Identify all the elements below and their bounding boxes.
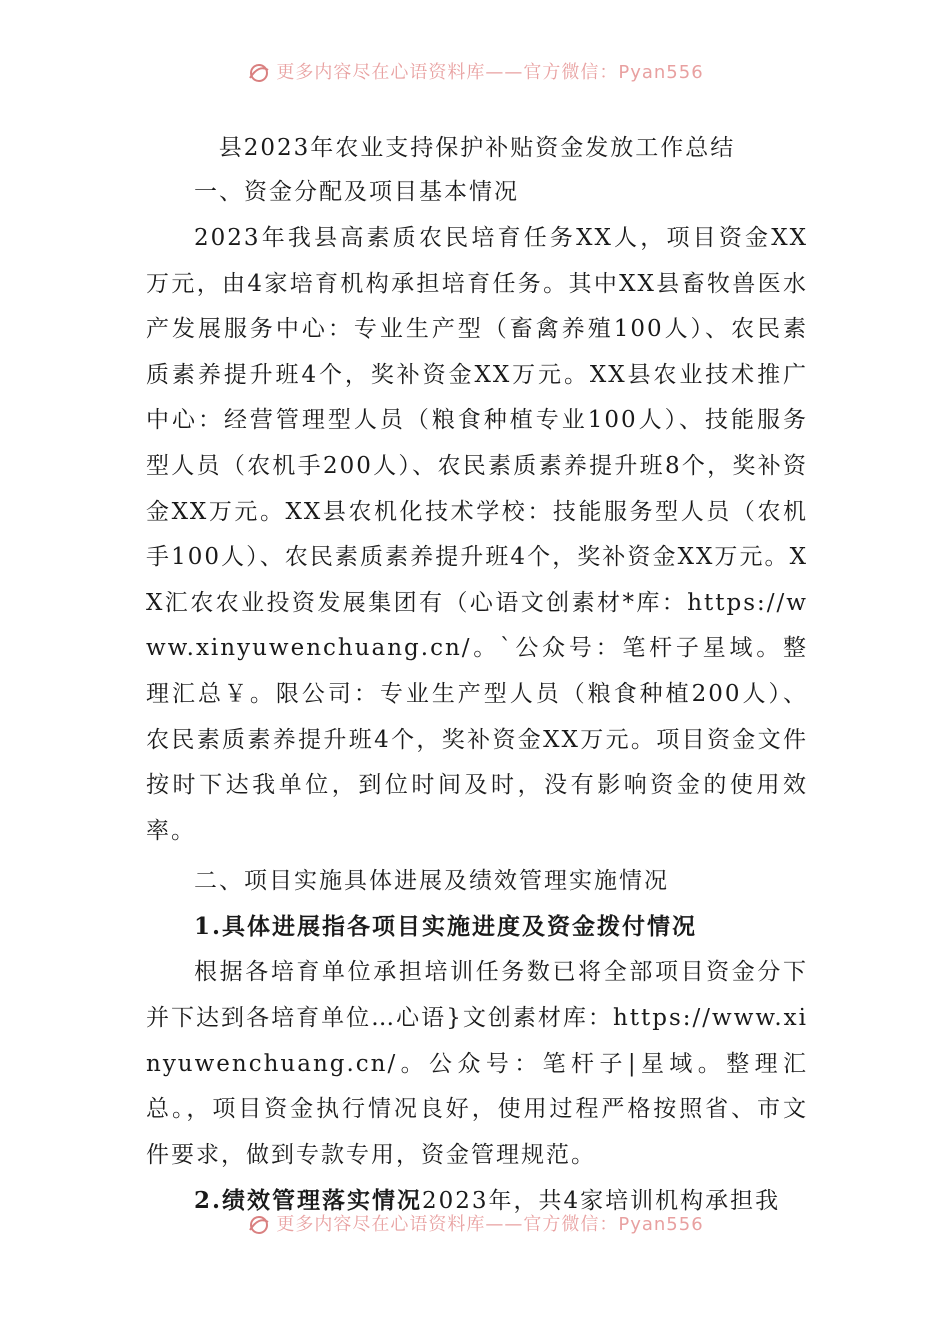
section2-heading: 二、项目实施具体进展及绩效管理实施情况: [194, 868, 669, 895]
watermark-text: 更多内容尽在心语资料库——官方微信：Pyan556: [276, 1214, 704, 1235]
subsection1-paragraph: 根据各培育单位承担培训任务数已将全部项目资金分下并下达到各培育单位…心语}文创素材库：https://www.xinyuwenchuang.cn/。公众号：笔杆子|星域。整理汇总。，项目资金执行情况良好，使用过程严格按照省、市文件要求，做到专款专用，资金管理规范。: [146, 959, 808, 1168]
document-title: 县2023年农业支持保护补贴资金发放工作总结: [218, 135, 736, 161]
logo-icon: [246, 1214, 272, 1236]
watermark-text: 更多内容尽在心语资料库——官方微信：Pyan556: [276, 62, 704, 83]
subsection2-text: 2023年，共4家培训机构承担我: [422, 1188, 781, 1215]
logo-icon: [246, 62, 272, 84]
section1-heading: 一、资金分配及项目基本情况: [194, 179, 519, 205]
document-page: [146, 126, 808, 1225]
watermark-footer: [0, 1210, 950, 1236]
section1-paragraph: 2023年我县高素质农民培育任务XX人，项目资金XX万元，由4家培育机构承担培育任务。其中XX县畜牧兽医水产发展服务中心：专业生产型（畜禽养殖100人）、农民素质素养提升班4个，奖补资金XX万元。XX县农业技术推广中心：经营管理型人员（粮食种植专业100人）、技能服务型人员（农机手200人）、农民素质素养提升班8个，奖补资金XX万元。XX县农机化技术学校：技能服务型人员（农机手100人）、农民素质素养提升班4个，奖补资金XX万元。XX汇农农业投资发展集团有（心语文创素材*库：https://www.xinyuwenchuang.cn/。`公众号：笔杆子星域。整理汇总￥。限公司：专业生产型人员（粮食种植200人）、农民素质素养提升班4个，奖补资金XX万元。项目资金文件按时下达我单位，到位时间及时，没有影响资金的使用效率。: [146, 225, 808, 844]
watermark-header: [0, 58, 950, 84]
subsection2-heading: 2.绩效管理落实情况: [194, 1187, 423, 1215]
subsection1-heading: 1.具体进展指各项目实施进度及资金拨付情况: [194, 913, 698, 941]
